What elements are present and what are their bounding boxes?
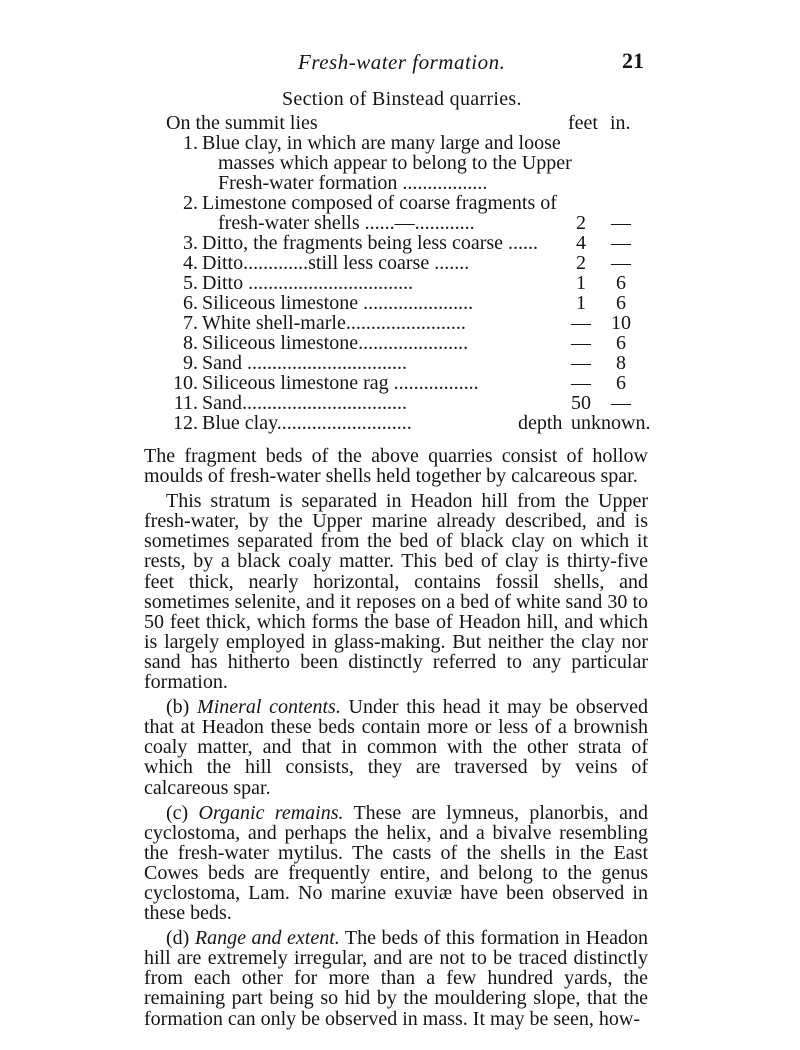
row-description: Blue clay, in which are many large and loose xyxy=(202,132,561,154)
table-row xyxy=(166,173,666,193)
depth-label: depth xyxy=(518,412,563,434)
section-label: (d) xyxy=(166,927,190,950)
row-description: Siliceous limestone rag ................. xyxy=(202,372,479,394)
paragraph xyxy=(144,803,648,924)
table-row xyxy=(166,373,666,393)
page-number: 21 xyxy=(622,48,644,73)
row-number: 7. xyxy=(183,312,198,334)
inches-value: 6 xyxy=(616,372,626,394)
row-number: 9. xyxy=(183,352,198,374)
inches-column-header: in. xyxy=(610,112,631,134)
table-row xyxy=(166,193,666,213)
row-number: 11. xyxy=(173,392,198,414)
feet-column-header: feet xyxy=(568,112,598,134)
row-number: 3. xyxy=(183,232,198,254)
row-number: 6. xyxy=(183,292,198,314)
row-number: 8. xyxy=(183,332,198,354)
feet-value: 4 xyxy=(576,232,586,254)
row-description: Siliceous limestone ...................... xyxy=(202,292,474,314)
inches-value: — xyxy=(611,392,631,414)
inches-value: 6 xyxy=(616,292,626,314)
table-row xyxy=(166,233,666,253)
section-heading: Range and extent. xyxy=(194,927,340,950)
unknown-label: unknown. xyxy=(571,412,651,434)
table-row xyxy=(166,313,666,333)
row-description: Ditto ................................. xyxy=(202,272,414,294)
row-number: 2. xyxy=(183,192,198,214)
row-description: Ditto, the fragments being less coarse ...... xyxy=(202,232,539,254)
feet-value: — xyxy=(571,352,591,374)
feet-value: 2 xyxy=(576,252,586,274)
table-row xyxy=(166,273,666,293)
row-description: fresh-water shells ......—............ xyxy=(218,212,475,234)
section-label: (c) xyxy=(166,801,189,824)
feet-value: 1 xyxy=(576,292,586,314)
table-row xyxy=(166,133,666,153)
inches-value: 6 xyxy=(616,332,626,354)
row-description: Fresh-water formation ................. xyxy=(218,172,488,194)
table-row xyxy=(166,153,666,173)
section-title: Section of Binstead quarries. xyxy=(282,88,522,110)
table-row xyxy=(166,413,666,433)
table-row xyxy=(166,393,666,413)
strata-table xyxy=(166,113,666,433)
body-text xyxy=(144,446,648,1034)
section-text: The beds of this formation in Headon hill are extremely irregular, and are not to be traced distinctly from each other for more than a few hundred yards, the remaining part being so hid by the mouldering slope, that the formation can only be observed in mass. It may be seen, how- xyxy=(144,927,649,1030)
running-title: Fresh-water formation. xyxy=(298,50,506,74)
row-number: 4. xyxy=(183,252,198,274)
paragraph xyxy=(144,928,648,1028)
inches-value: 6 xyxy=(616,272,626,294)
page-header xyxy=(0,46,800,82)
paragraph: This stratum is separated in Headon hill from the Upper fresh-water, by the Upper marine already described, and is sometimes separated from the bed of black clay on which it rests, by a black coaly matter. This bed of clay is thirty-five feet thick, nearly horizontal, contains fossil shells, and sometimes selenite, and it reposes on a bed of white sand 30 to 50 feet thick, which forms the base of Headon hill, and which is largely employed in glass-making. But neither the clay nor sand has hitherto been distinctly referred to any particular formation. xyxy=(144,490,648,694)
section-heading: Mineral contents. xyxy=(197,696,341,719)
row-description: Limestone composed of coarse fragments of xyxy=(202,192,557,214)
table-row xyxy=(166,293,666,313)
feet-value: 50 xyxy=(571,392,591,414)
row-description: Sand ................................ xyxy=(202,352,407,374)
section-text: These are lymneus, planorbis, and cyclostoma, and perhaps the helix, and a bivalve resembling the fresh-water mytilus. The casts of the shells in the East Cowes beds are frequently entire, and belong to the genus cyclostoma, Lam. No marine exuviæ have been observed in these beds. xyxy=(144,801,648,925)
strata-rows xyxy=(166,133,666,413)
feet-value: — xyxy=(571,372,591,394)
section-label: (b) xyxy=(166,696,190,719)
row-description: Sand................................. xyxy=(202,392,407,414)
table-row xyxy=(166,353,666,373)
feet-value: 1 xyxy=(576,272,586,294)
row-description: Ditto.............still less coarse ....... xyxy=(202,252,470,274)
row-description: Siliceous limestone...................... xyxy=(202,332,469,354)
table-intro: On the summit lies xyxy=(166,112,318,134)
paragraph xyxy=(144,697,648,797)
inches-value: 8 xyxy=(616,352,626,374)
table-row xyxy=(166,213,666,233)
paragraph: The fragment beds of the above quarries consist of hollow moulds of fresh-water shells held together by calcareous spar. xyxy=(144,445,648,488)
table-header-row xyxy=(166,113,666,133)
section-heading: Organic remains. xyxy=(198,801,344,824)
row-description: White shell-marle........................ xyxy=(202,312,466,334)
table-row xyxy=(166,333,666,353)
row-description: masses which appear to belong to the Upper xyxy=(218,152,572,174)
section-text: Under this head it may be observed that at Headon these beds contain more or less of a brownish coaly matter, and that in common with the other strata of which the hill consists, they are traversed by veins of calcareous spar. xyxy=(144,696,648,799)
feet-value: — xyxy=(571,332,591,354)
row-number: 1. xyxy=(183,132,198,154)
row-description: Blue clay........................... xyxy=(202,412,412,434)
inches-value: — xyxy=(611,212,631,234)
table-row xyxy=(166,253,666,273)
feet-value: 2 xyxy=(576,212,586,234)
inches-value: 10 xyxy=(611,312,631,334)
row-number: 12. xyxy=(173,412,198,434)
inches-value: — xyxy=(611,232,631,254)
row-number: 10. xyxy=(173,372,198,394)
feet-value: — xyxy=(571,312,591,334)
inches-value: — xyxy=(611,252,631,274)
row-number: 5. xyxy=(183,272,198,294)
